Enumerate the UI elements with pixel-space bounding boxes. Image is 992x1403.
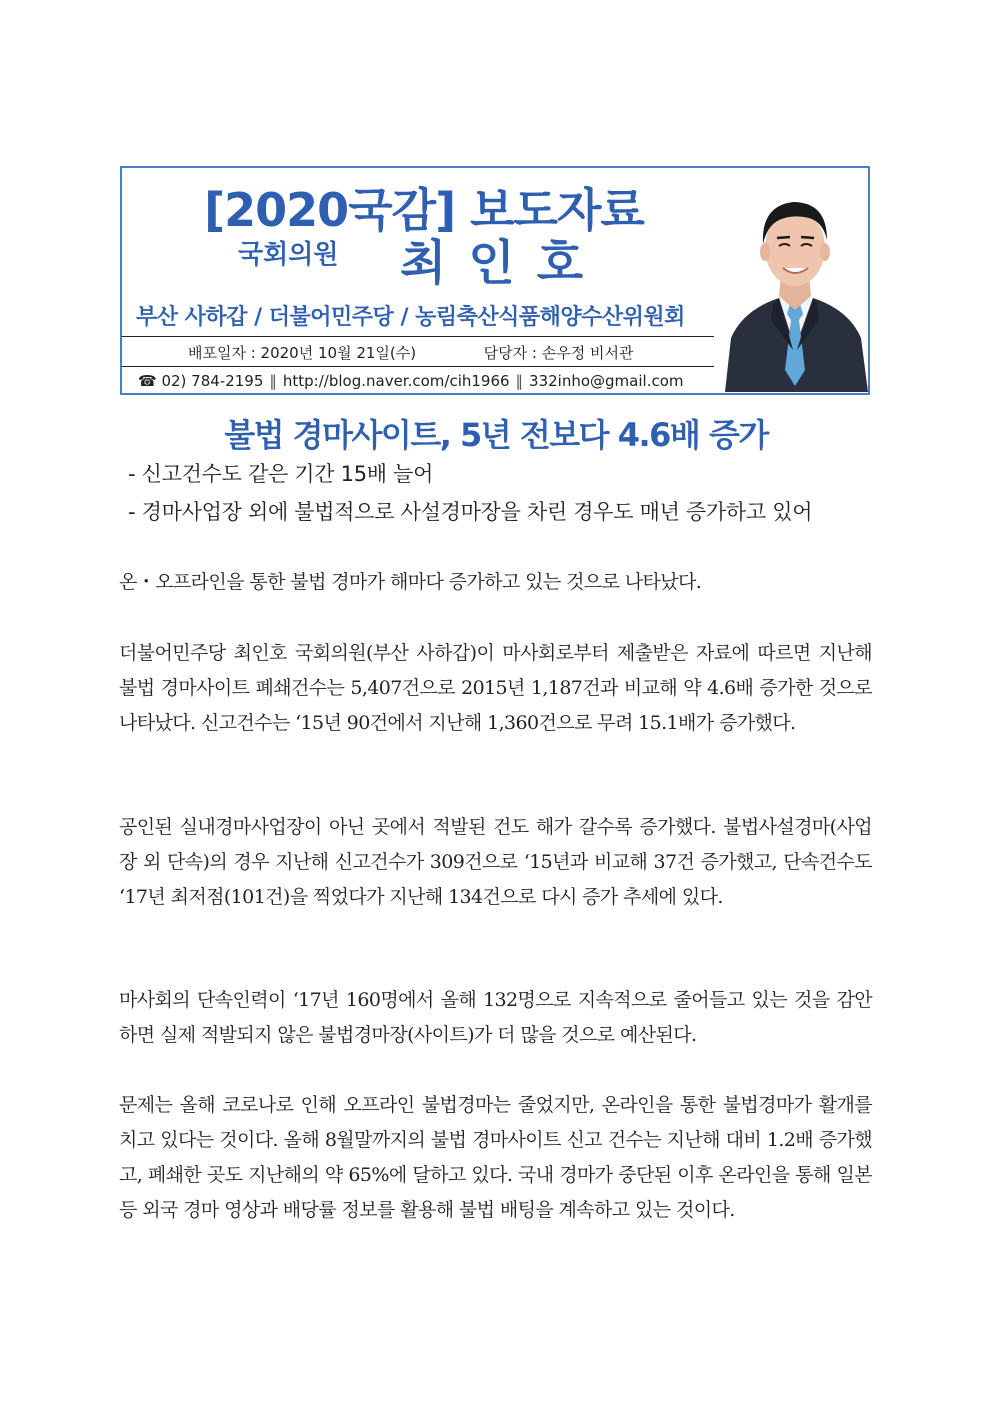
body-paragraph: 마사회의 단속인력이 ‘17년 160명에서 올해 132명으로 지속적으로 줄어들고 있는 것을 감안하면 실제 적발되지 않은 불법경마장(사이트)가 더 많을 것으로 예산된다. [119, 989, 872, 1046]
headline: 불법 경마사이트, 5년 전보다 4.6배 증가 [224, 416, 768, 454]
member-label: 국회의원 [238, 240, 339, 270]
separator: ‖ [269, 372, 277, 390]
body-paragraph: 문제는 올해 코로나로 인해 오프라인 불법경마는 줄었지만, 온라인을 통한 불법경마가 활개를 치고 있다는 것이다. 올해 8월말까지의 불법 경마사이트 신고 건수는 지난해 대비 1.2배 증가했고, 폐쇄한 곳도 지난해의 약 65%에 달하고 있다. 국내 경마가 중단된 이후 온라인을 통해 일본 등 외국 경마 영상과 배당률 정보를 활용해 불법 배팅을 계속하고 있는 것이다. [119, 1094, 872, 1221]
divider [122, 366, 714, 367]
release-title: [2020국감] 보도자료 [204, 183, 644, 237]
subheadline: - 경마사업장 외에 불법적으로 사설경마장을 차린 경우도 매년 증가하고 있어 [128, 500, 813, 524]
divider [122, 336, 714, 337]
subheadline: - 신고건수도 같은 기간 15배 늘어 [128, 462, 434, 486]
member-name: 최인호 [400, 235, 606, 291]
distribution-date: 배포일자 : 2020년 10월 21일(수) [188, 344, 417, 362]
contact-person: 담당자 : 손우정 비서관 [483, 344, 634, 362]
member-portrait [723, 170, 868, 392]
email-address[interactable]: 332inho@gmail.com [529, 372, 684, 390]
phone-number: ☎ 02) 784-2195 [138, 372, 264, 390]
body-paragraph: 공인된 실내경마사업장이 아닌 곳에서 적발된 건도 해가 갈수록 증가했다. 불법사설경마(사업장 외 단속)의 경우 지난해 신고건수가 309건으로 ‘15년과 비교해 37건 증가했고, 단속건수도 ‘17년 최저점(101건)을 찍었다가 지난해 134건으로 다시 증가 추세에 있다. [119, 816, 872, 908]
separator: ‖ [515, 372, 524, 390]
press-release-header [120, 166, 870, 395]
distribution-row [188, 342, 633, 363]
body-paragraph: 온・오프라인을 통한 불법 경마가 해마다 증가하고 있는 것으로 나타났다. [119, 571, 702, 593]
blog-link[interactable]: http://blog.naver.com/cih1966 [282, 372, 510, 390]
contact-row [138, 372, 684, 390]
district-party-committee: 부산 사하갑 / 더불어민주당 / 농림축산식품해양수산위원회 [136, 305, 685, 330]
body-paragraph: 더불어민주당 최인호 국회의원(부산 사하갑)이 마사회로부터 제출받은 자료에 따르면 지난해 불법 경마사이트 폐쇄건수는 5,407건으로 2015년 1,187건과 비교해 약 4.6배 증가한 것으로 나타났다. 신고건수는 ‘15년 90건에서 지난해 1,360건으로 무려 15.1배가 증가했다. [119, 642, 872, 734]
